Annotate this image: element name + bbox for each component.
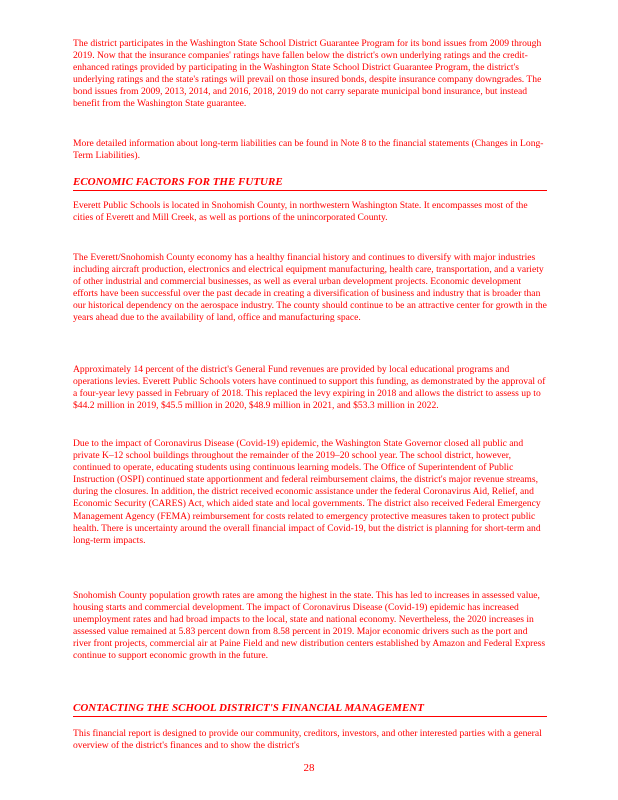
paragraph-population-growth: Snohomish County population growth rates are among the highest in the state. This has led to increases in assessed value, housing starts and commercial development. The impact of Coronavirus Disease (Covid-19) epidemic has increased unemployment rates and had broad impacts to the local, state and national economy. Nevertheless, the 2020 increases in assessed value remained at 5.83 percent down from 8.58 percent in 2019. Major economic drivers such as the port and river front projects, commercial air at Paine Field and new distribution centers established by Amazon and Federal Express continue to support economic growth in the future. bbox=[73, 590, 546, 662]
paragraph-covid-impact: Due to the impact of Coronavirus Disease (Covid-19) epidemic, the Washington State Governor closed all public and private K–12 school buildings throughout the remainder of the 2019–20 school year. The school district, however, continued to operate, educating students using continuous learning models. The Office of Superintendent of Public Instruction (OSPI) continued state apportionment and federal reimbursement claims, the district's major revenue streams, during the closures. In addition, the district received economic assistance under the federal Coronavirus Aid, Relief, and Economic Security (CARES) Act, which aided state and local governments. The district also received Federal Emergency Management Agency (FEMA) reimbursement for costs related to emergency protective measures taken to protect public health. There is uncertainty around the overall financial impact of Covid-19, but the district is planning for short-term and long-term impacts. bbox=[73, 438, 541, 546]
heading-contacting-management: CONTACTING THE SCHOOL DISTRICT'S FINANCIAL MANAGEMENT bbox=[73, 702, 424, 714]
heading-underline bbox=[73, 716, 547, 717]
paragraph-long-term-liabilities: More detailed information about long-term liabilities can be found in Note 8 to the financial statements (Changes in Long-Term Liabilities). bbox=[73, 138, 544, 162]
paragraph-county-economy: The Everett/Snohomish County economy has a healthy financial history and continues to diversify with major industries including aircraft production, electronics and electrical equipment manufacturing, health care, transportation, and a variety of other industrial and commercial businesses, as well as everal urban development projects. Economic development efforts have been successful over the past decade in creating a diversification of business and industry that is broader than our historical dependency on the aerospace industry. The county should continue to be an attractive center for growth in the years ahead due to the availability of land, office and manufacturing space. bbox=[73, 252, 547, 324]
paragraph-district-location: Everett Public Schools is located in Snohomish County, in northwestern Washington State. It encompasses most of the cities of Everett and Mill Creek, as well as portions of the unincorporated County. bbox=[73, 200, 528, 224]
page-number: 28 bbox=[303, 762, 315, 774]
heading-underline bbox=[73, 190, 547, 191]
heading-economic-factors: ECONOMIC FACTORS FOR THE FUTURE bbox=[73, 176, 283, 188]
paragraph-financial-report: This financial report is designed to provide our community, creditors, investors, and other interested parties with a general overview of the district's finances and to show the district's bbox=[73, 728, 542, 752]
paragraph-levy-funding: Approximately 14 percent of the district's General Fund revenues are provided by local educational programs and operations levies. Everett Public Schools voters have continued to support this funding, as demonstrated by the approval of a four-year levy passed in February of 2018. This replaced the levy expiring in 2018 and allows the district to assess up to $44.2 million in 2019, $45.5 million in 2020, $48.9 million in 2021, and $53.3 million in 2022. bbox=[73, 364, 546, 412]
paragraph-bond-guarantee: The district participates in the Washington State School District Guarantee Program for its bond issues from 2009 through 2019. Now that the insurance companies' ratings have fallen below the district's own underlying ratings and the credit-enhanced ratings provided by participating in the Washington State School District Guarantee Program, the district's underlying ratings and the state's ratings will prevail on those insured bonds, despite insurance company downgrades. The bond issues from 2009, 2013, 2014, and 2016, 2018, 2019 do not carry separate municipal bond insurance, but instead benefit from the Washington State guarantee. bbox=[73, 38, 542, 110]
